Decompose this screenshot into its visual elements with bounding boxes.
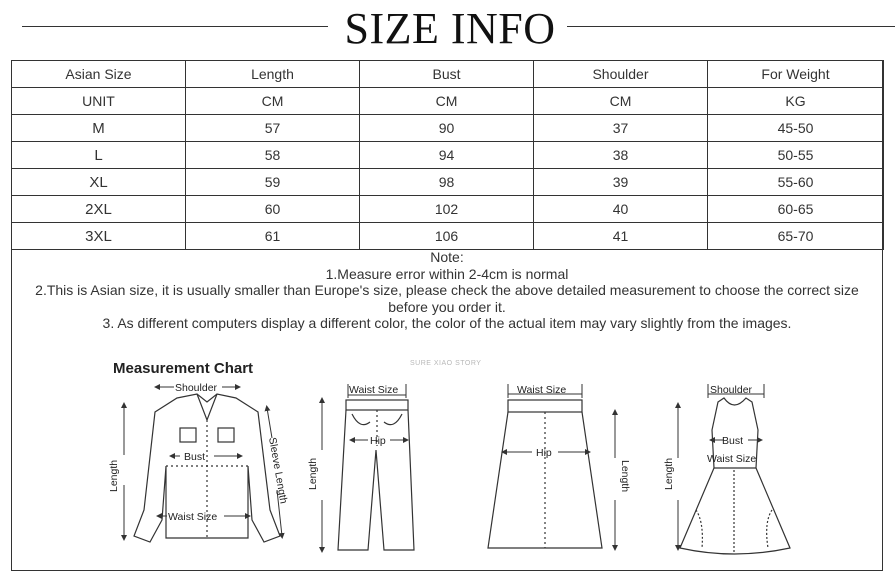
label-bust: Bust (722, 435, 744, 447)
note-line: 1.Measure error within 2-4cm is normal (325, 265, 569, 282)
shoulder-cell: 37 (534, 115, 708, 142)
header-rule-right (567, 26, 895, 27)
page-header (0, 0, 895, 58)
size-cell: 2XL (12, 196, 186, 223)
length-cell: 59 (186, 169, 360, 196)
dress-illustration (680, 398, 790, 554)
label-waist-size: Waist Size (349, 384, 399, 396)
measurement-illustrations (12, 350, 882, 570)
label-length: Length (307, 457, 319, 490)
note-line: 2.This is Asian size, it is usually smaller than Europe's size, please check the above detailed measurement to choose the correct size (35, 282, 859, 298)
header-cell: Length (186, 61, 360, 88)
header-cell: Asian Size (12, 61, 186, 88)
label-waist-size: Waist Size (707, 453, 757, 465)
size-cell: XL (12, 169, 186, 196)
table-row (12, 196, 884, 223)
skirt-illustration (488, 400, 602, 548)
notes-section (12, 249, 882, 332)
bust-cell: 106 (360, 223, 534, 250)
measurement-chart-title: Measurement Chart (113, 360, 254, 377)
unit-cell: CM (186, 88, 360, 115)
shoulder-cell: 39 (534, 169, 708, 196)
table-row (12, 169, 884, 196)
header-cell: Bust (360, 61, 534, 88)
size-cell: M (12, 115, 186, 142)
label-hip: Hip (536, 447, 552, 459)
measurement-chart (12, 350, 882, 570)
pants-measure-lines (322, 384, 406, 550)
label-length: Length (619, 460, 631, 493)
header-cell: For Weight (708, 61, 884, 88)
note-line: before you order it. (388, 298, 506, 315)
notes-heading: Note: (430, 249, 464, 265)
shirt-labels (108, 382, 290, 523)
header-cell: Shoulder (534, 61, 708, 88)
header-rule-left (22, 26, 328, 27)
length-cell: 57 (186, 115, 360, 142)
length-cell: 61 (186, 223, 360, 250)
unit-cell: CM (534, 88, 708, 115)
length-cell: 60 (186, 196, 360, 223)
label-hip: Hip (370, 435, 386, 447)
shoulder-cell: 41 (534, 223, 708, 250)
weight-cell: 60-65 (708, 196, 884, 223)
label-bust: Bust (184, 451, 206, 463)
unit-cell: CM (360, 88, 534, 115)
label-length: Length (108, 459, 120, 492)
length-cell: 58 (186, 142, 360, 169)
weight-cell: 50-55 (708, 142, 884, 169)
bust-cell: 102 (360, 196, 534, 223)
bust-cell: 90 (360, 115, 534, 142)
watermark: SURE XIAO STORY (410, 360, 482, 367)
weight-cell: 55-60 (708, 169, 884, 196)
label-waist-size: Waist Size (168, 511, 218, 523)
table-row (12, 142, 884, 169)
label-waist-size: Waist Size (517, 384, 567, 396)
label-sleeve-length: Sleeve Length (266, 436, 290, 505)
table-header-row (12, 61, 884, 88)
table-row (12, 223, 884, 250)
weight-cell: 65-70 (708, 223, 884, 250)
note-line: 3. As different computers display a different color, the color of the actual item may vary slightly from the images. (102, 315, 792, 331)
shoulder-cell: 38 (534, 142, 708, 169)
page-title: SIZE INFO (344, 4, 556, 53)
table-row (12, 115, 884, 142)
bust-cell: 98 (360, 169, 534, 196)
table-unit-row (12, 88, 884, 115)
label-length: Length (663, 457, 675, 490)
size-cell: L (12, 142, 186, 169)
size-table (11, 60, 884, 250)
dress-labels (663, 384, 756, 490)
label-shoulder: Shoulder (710, 384, 753, 396)
bust-cell: 94 (360, 142, 534, 169)
unit-cell: UNIT (12, 88, 186, 115)
size-cell: 3XL (12, 223, 186, 250)
pants-illustration (338, 400, 414, 550)
label-shoulder: Shoulder (175, 382, 218, 394)
shoulder-cell: 40 (534, 196, 708, 223)
weight-cell: 45-50 (708, 115, 884, 142)
unit-cell: KG (708, 88, 884, 115)
